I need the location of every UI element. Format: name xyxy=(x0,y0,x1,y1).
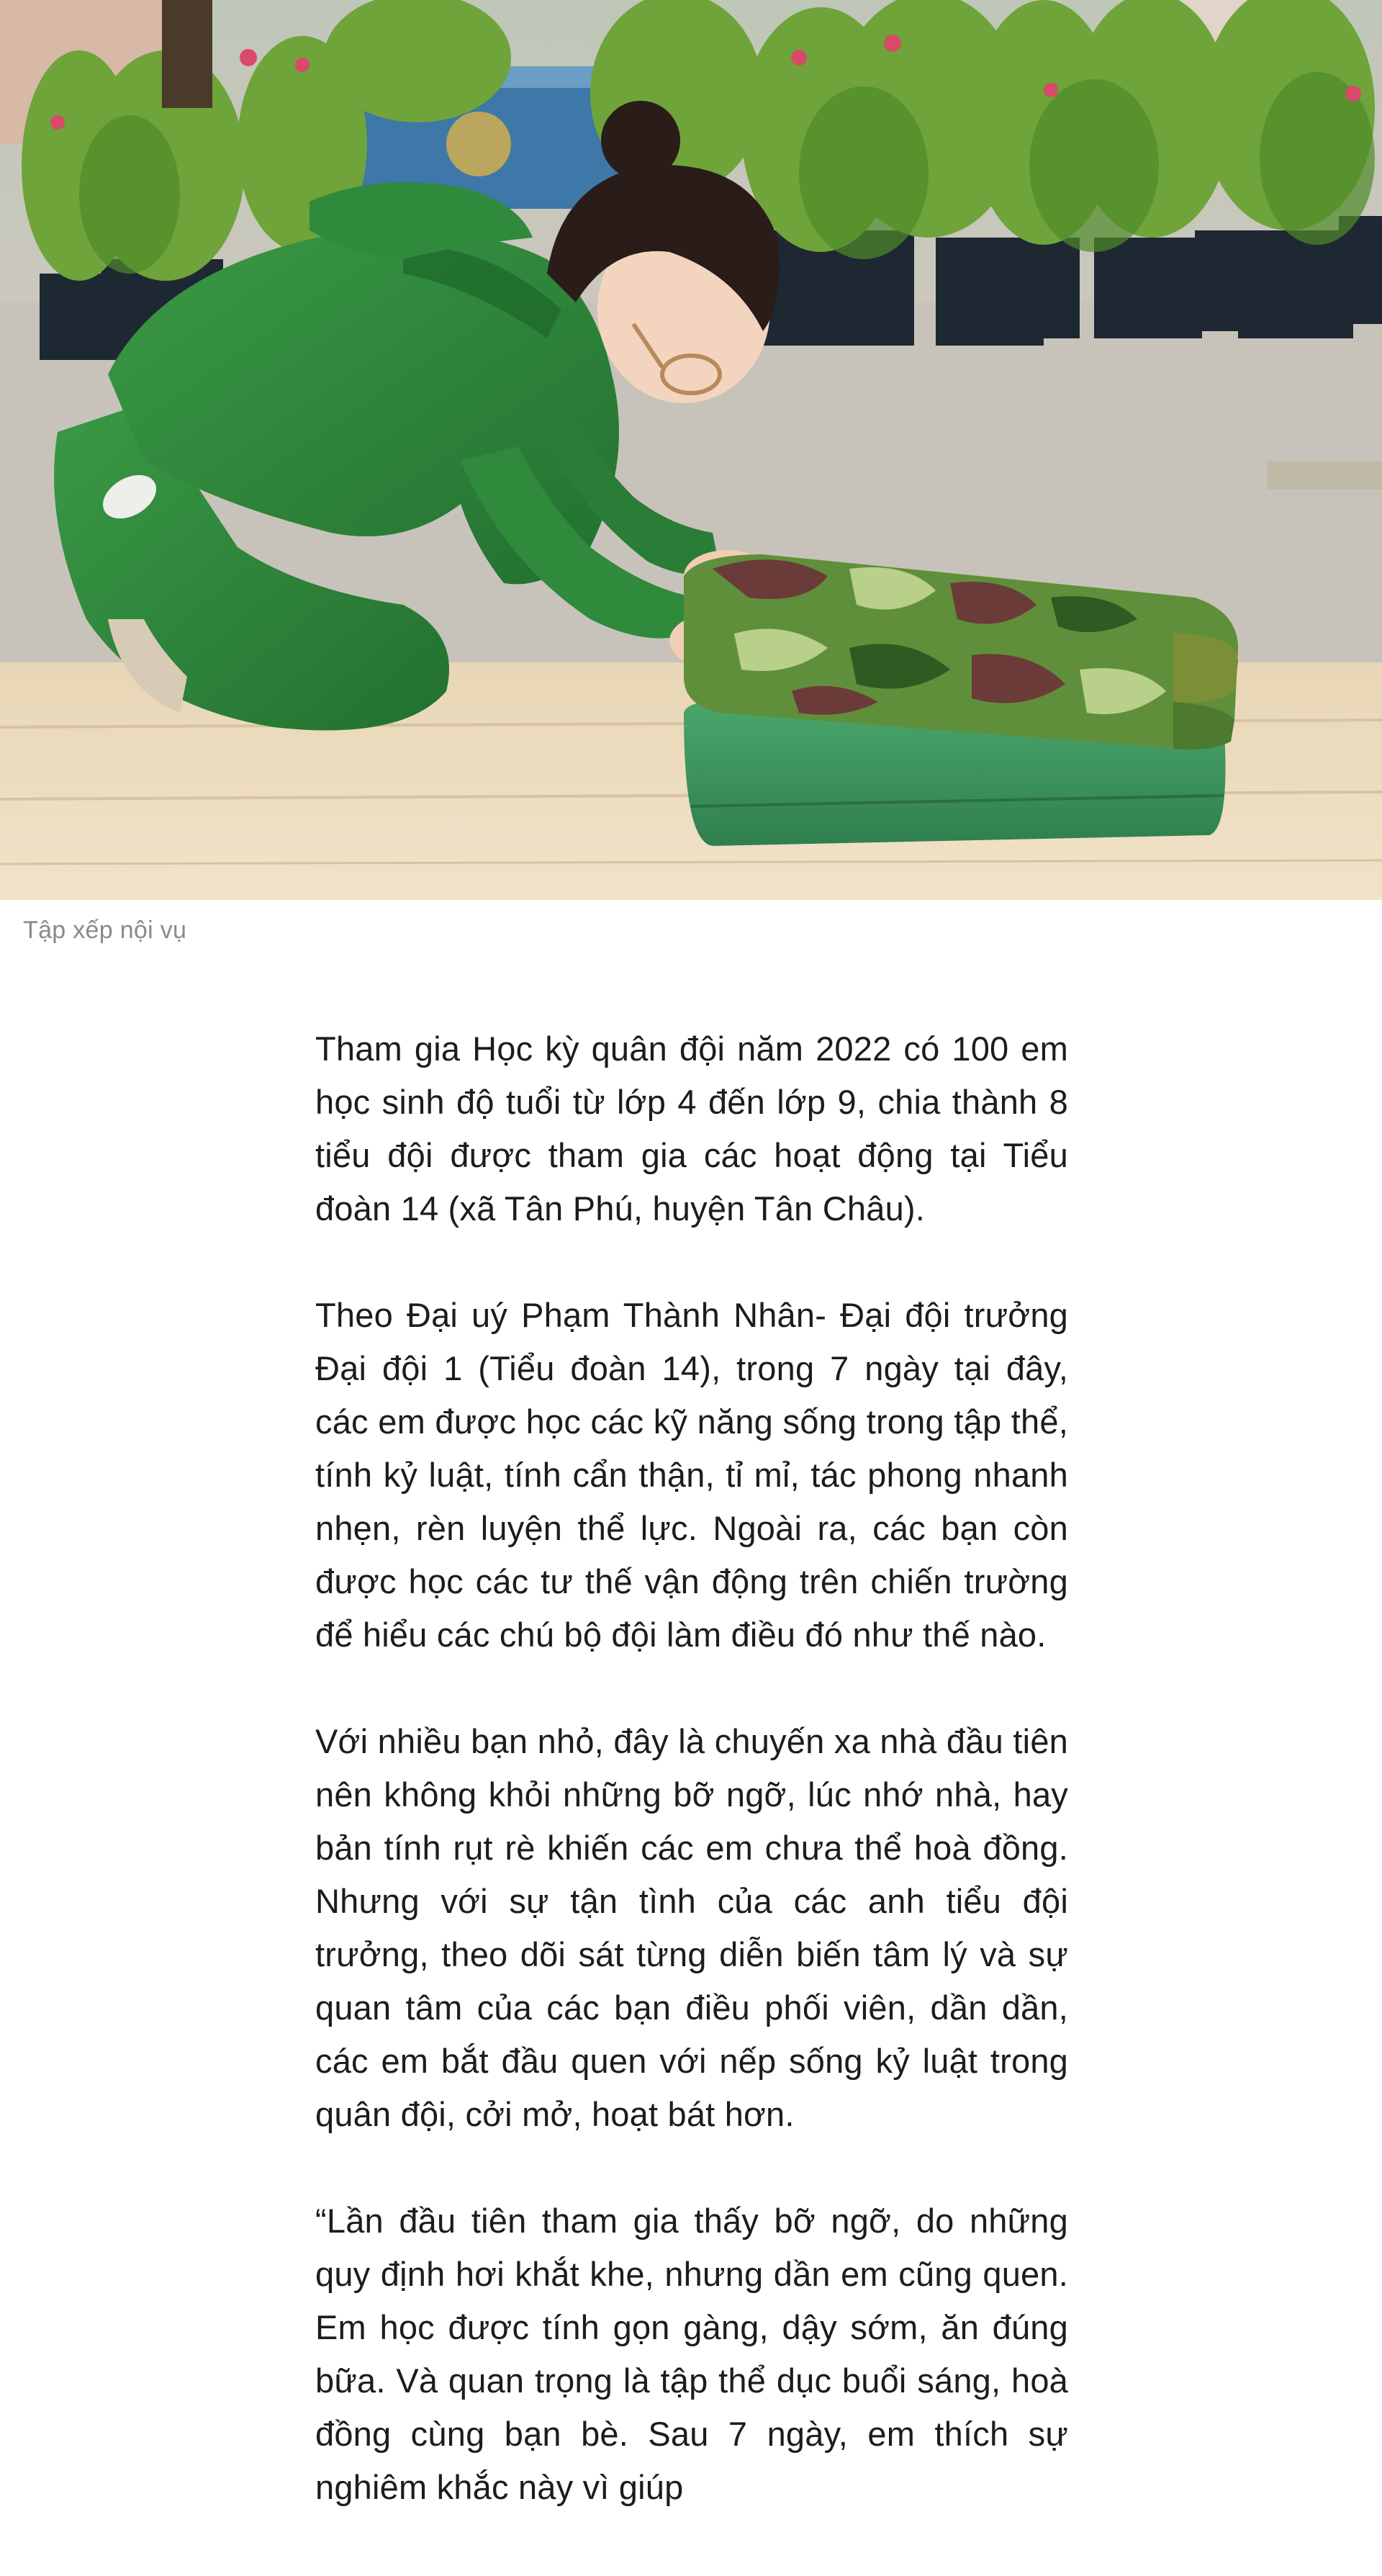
article-paragraph: Tham gia Học kỳ quân đội năm 2022 có 100 em học sinh độ tuổi từ lớp 4 đến lớp 9, chia thành 8 tiểu đội được tham gia các hoạt động tại Tiểu đoàn 14 (xã Tân Phú, huyện Tân Châu). xyxy=(315,1030,1068,1228)
article-paragraph: Theo Đại uý Phạm Thành Nhân- Đại đội trưởng Đại đội 1 (Tiểu đoàn 14), trong 7 ngày tại đây, các em được học các kỹ năng sống trong tập thể, tính kỷ luật, tính cẩn thận, tỉ mỉ, tác phong nhanh nhẹn, rèn luyện thể lực. Ngoài ra, các bạn còn được học các tư thế vận động trên chiến trường để hiểu các chú bộ đội làm điều đó như thế nào. xyxy=(315,1296,1068,1654)
article-body xyxy=(315,1022,1068,2567)
article-paragraph: “Lần đầu tiên tham gia thấy bỡ ngỡ, do những quy định hơi khắt khe, nhưng dần em cũng quen. Em học được tính gọn gàng, dậy sớm, ăn đúng bữa. Và quan trọng là tập thể dục buổi sáng, hoà đồng cùng bạn bè. Sau 7 ngày, em thích sự nghiêm khắc này vì giúp xyxy=(315,2202,1068,2506)
photo-caption: Tập xếp nội vụ xyxy=(23,917,187,944)
article-photo xyxy=(0,0,1382,900)
photo-soldier-folding-blanket-icon xyxy=(0,0,1382,900)
article-paragraph: Với nhiều bạn nhỏ, đây là chuyến xa nhà đầu tiên nên không khỏi những bỡ ngỡ, lúc nhớ nhà, hay bản tính rụt rè khiến các em chưa thể hoà đồng. Nhưng với sự tận tình của các anh tiểu đội trưởng, theo dõi sát từng diễn biến tâm lý và sự quan tâm của các bạn điều phối viên, dần dần, các em bắt đầu quen với nếp sống kỷ luật trong quân đội, cởi mở, hoạt bát hơn. xyxy=(315,1722,1068,2133)
